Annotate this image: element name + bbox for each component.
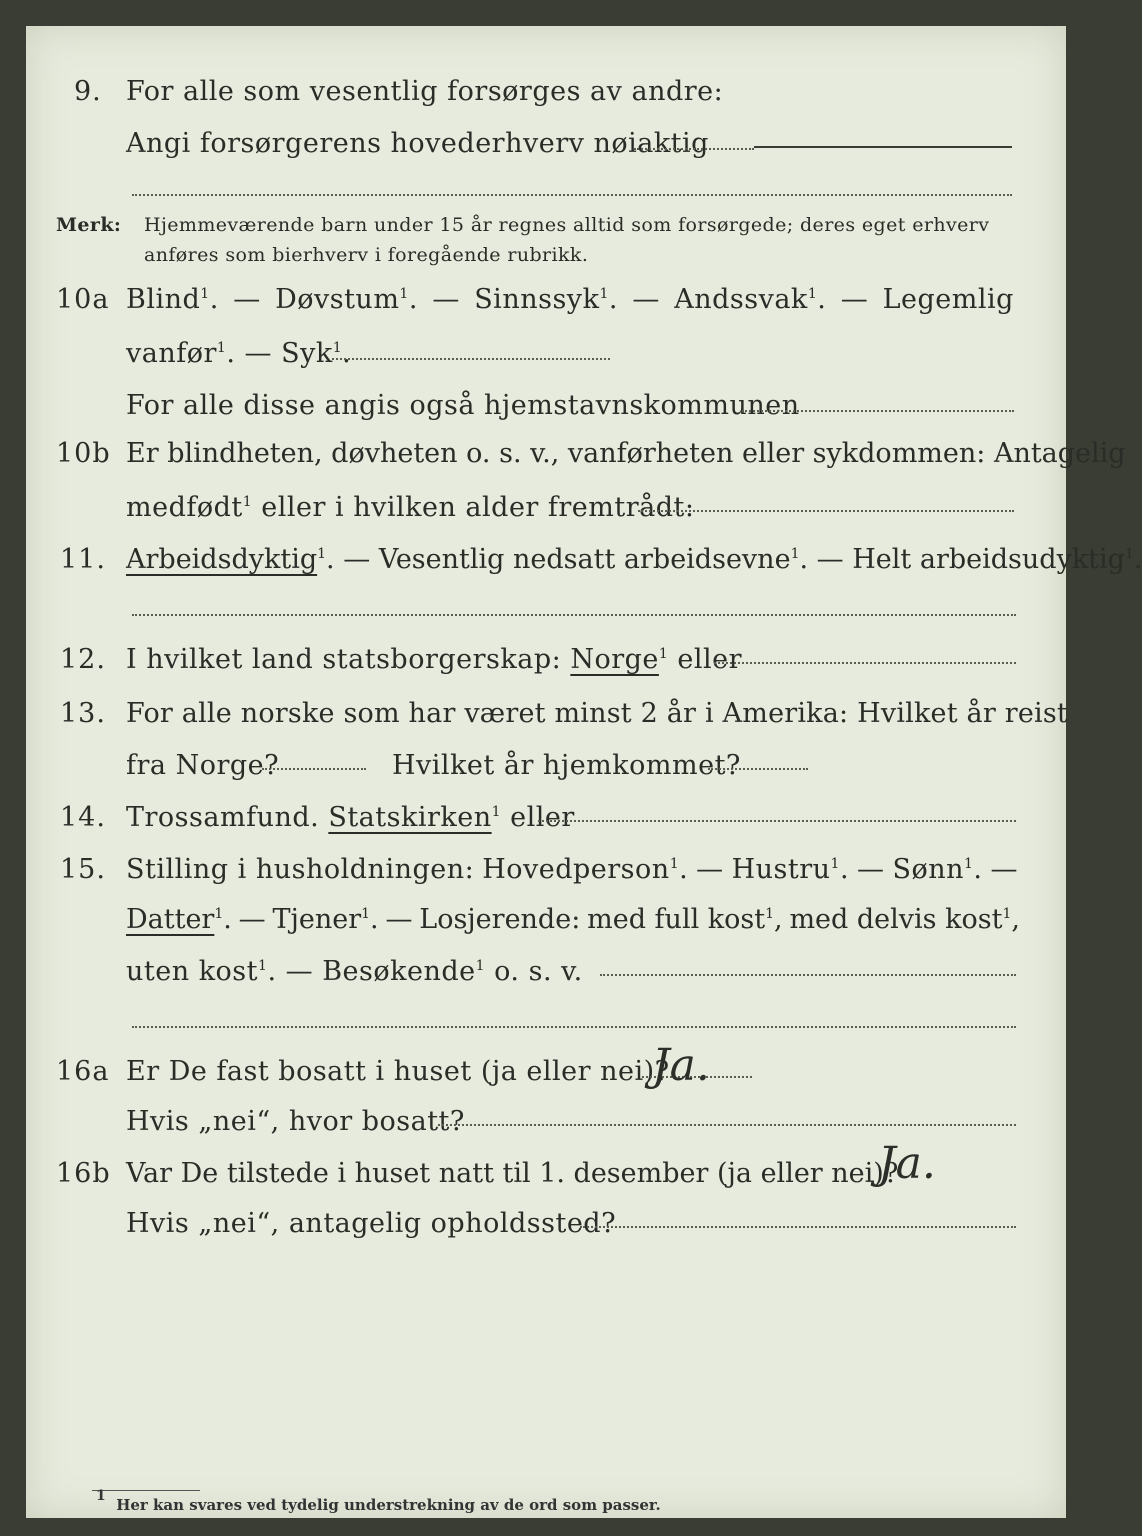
option-andssvak: Andssvak$^1$. <box>674 284 827 315</box>
q14-line: Trossamfund. Statskirken$^1$ eller <box>126 802 575 833</box>
option-dovstum: Døvstum$^1$. <box>275 284 418 315</box>
q12-number: 12. <box>60 644 106 675</box>
dash: — <box>840 284 869 315</box>
q10a-kommune-line <box>742 410 1014 412</box>
q13-fra-norge: fra Norge? <box>126 750 280 781</box>
q16a-number: 16a <box>56 1056 110 1087</box>
q16b-handwritten-answer: Ja. <box>878 1138 936 1189</box>
q16a-line1: Er De fast bosatt i huset (ja eller nei)? <box>126 1056 670 1087</box>
q10b-line1: Er blindheten, døvheten o. s. v., vanførheten eller sykdommen: Antagelig <box>126 438 1126 469</box>
q16b-line2: Hvis „nei“, antagelig opholdssted? <box>126 1208 617 1239</box>
q10b-line2: medfødt$^1$ eller i hvilken alder fremtrådt: <box>126 492 695 523</box>
q15-line3: uten kost$^1$. — Besøkende$^1$ o. s. v. <box>126 956 583 987</box>
footnote: $^1$ Her kan svares ved tydelig understrekning av de ord som passer. <box>96 1488 661 1514</box>
dash: — <box>233 284 261 315</box>
merk-label: Merk: <box>56 214 122 236</box>
q11-number: 11. <box>60 544 106 575</box>
q10a-number: 10a <box>56 284 110 315</box>
q11-blank-line <box>132 614 1016 616</box>
q16a-bosatt-line <box>438 1124 1016 1126</box>
q13-hjem-line <box>708 768 808 770</box>
footnote-rule <box>92 1490 200 1491</box>
census-form-page <box>26 26 1142 1518</box>
q9-solid-line <box>754 146 1012 148</box>
q16a-handwritten-answer: Ja. <box>652 1040 710 1091</box>
q16b-line1: Var De tilstede i huset natt til 1. desember (ja eller nei)? <box>126 1158 899 1189</box>
q10a-syk-line <box>332 358 610 360</box>
q16b-opholdssted-line <box>580 1226 1016 1228</box>
q12-answer-line <box>714 662 1016 664</box>
merk-line2: anføres som bierhverv i foregående rubrikk. <box>144 244 589 266</box>
q15-answer-line <box>600 974 1016 976</box>
dash: — <box>432 284 460 315</box>
q9-line2: Angi forsørgerens hovederhverv nøiaktig <box>126 128 709 159</box>
q15-line2: Datter$^1$. — Tjener$^1$. — Losjerende: med full kost$^1$, med delvis kost$^1$, <box>126 904 1020 935</box>
q10a-line2: vanfør$^1$. — Syk$^1$. <box>126 338 352 369</box>
q10a-line3: For alle disse angis også hjemstavnskommunen <box>126 390 800 421</box>
option-blind: Blind$^1$. <box>126 284 219 315</box>
q10b-answer-line <box>638 510 1014 512</box>
q10a-line1 <box>126 284 1014 315</box>
q15-line1: Stilling i husholdningen: Hovedperson$^1$. — Hustru$^1$. — Sønn$^1$. — <box>126 854 1018 885</box>
q16b-number: 16b <box>56 1158 111 1189</box>
q9-blank-line <box>132 194 1012 196</box>
q15-number: 15. <box>60 854 106 885</box>
q13-hjemkommet: Hvilket år hjemkommet? <box>392 750 741 781</box>
q13-number: 13. <box>60 698 106 729</box>
q9-number: 9. <box>74 76 102 107</box>
option-legemlig: Legemlig <box>882 284 1014 315</box>
merk-line1: Hjemmeværende barn under 15 år regnes alltid som forsørgede; deres eget erhverv <box>144 214 990 236</box>
q12-line: I hvilket land statsborgerskap: Norge$^1$ eller <box>126 644 743 675</box>
q13-fra-line <box>262 768 366 770</box>
dash: — <box>632 284 660 315</box>
q9-dotted-line <box>634 148 754 150</box>
option-sinnssyk: Sinnssyk$^1$. <box>474 284 618 315</box>
q15-blank-line <box>132 1026 1016 1028</box>
q16a-line2: Hvis „nei“, hvor bosatt? <box>126 1106 465 1137</box>
q11-line1: Arbeidsdyktig$^1$. — Vesentlig nedsatt arbeidsevne$^1$. — Helt arbeidsudyktig$^1$. <box>126 544 1142 575</box>
q14-number: 14. <box>60 802 106 833</box>
q14-answer-line <box>538 820 1016 822</box>
q10b-number: 10b <box>56 438 111 469</box>
q13-line1: For alle norske som har været minst 2 år i Amerika: Hvilket år reist <box>126 698 1068 729</box>
q9-line1: For alle som vesentlig forsørges av andre: <box>126 76 724 107</box>
